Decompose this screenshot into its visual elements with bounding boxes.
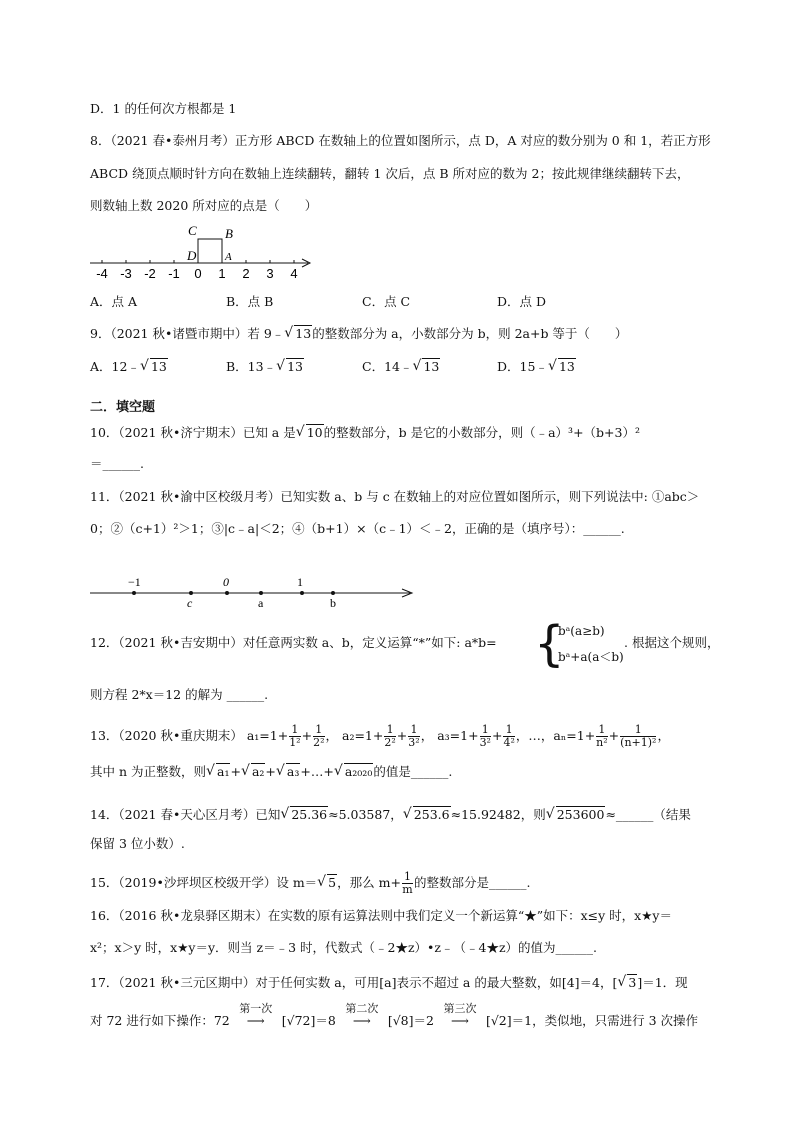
q11-label-minus1: −1 [128, 575, 141, 589]
q14-line2: 保留 3 位小数）. [90, 836, 185, 851]
q11-label-b: b [330, 596, 336, 610]
q11-point-b [331, 591, 335, 595]
q17-line2: 对 72 进行如下操作：72 第一次 ⟶ [√72]＝8 第二次 ⟶ [√8]＝2 第三次 ⟶ [√2]＝1，类似地，只需进行 3 次操作 [90, 1002, 698, 1028]
q11-point-0 [225, 591, 229, 595]
sqrt-symbol: √ 3 [618, 974, 637, 992]
q12-case2: bᵃ+a(a＜b) [558, 650, 624, 664]
q11-line2: 0；②（c+1）²＞1；③|c﹣a|＜2；④（b+1）×（c﹣1）＜﹣2，正确的是（填序号）：______. [90, 521, 625, 536]
q8-number-line-figure [86, 222, 326, 282]
q9-stem [90, 325, 627, 343]
q8-label-b: B [225, 226, 233, 241]
q9-stem-post: 的整数部分为 a，小数部分为 b，则 2a+b 等于（ ） [312, 326, 628, 341]
q13-line2: 其中 n 为正整数，则√ a₁+√ a₂+√ a₃+…+√ a₂₀₂₀的值是______. [90, 763, 452, 781]
q12-line1: 12．（2021 秋•吉安期中）对任意两实数 a、b，定义运算“*”如下: a*b= [90, 635, 497, 650]
sqrt-symbol: √ 253600 [547, 806, 606, 824]
q16-line2: x²；x＞y 时，x★y＝y．则当 z＝﹣3 时，代数式（﹣2★z）•z﹣（﹣4★z）的值为______. [90, 940, 598, 955]
q11-number-line-figure [88, 572, 418, 612]
section-heading-fill-in: 二．填空题 [90, 400, 156, 415]
q8-tick-label: -3 [120, 266, 132, 281]
q8-tick-label: -1 [168, 266, 180, 281]
q8-option-d[interactable]: D．点 D [497, 294, 547, 309]
q8-label-c: C [188, 223, 197, 238]
q11-label-a: a [258, 596, 264, 610]
q8-line3: 则数轴上数 2020 所对应的点是（ ） [90, 198, 318, 213]
q8-option-a[interactable]: A．点 A [90, 294, 138, 309]
sqrt-symbol: √ a₃ [277, 763, 300, 781]
sqrt-symbol: √ 13 [549, 359, 576, 374]
q11-point-c [189, 591, 193, 595]
q8-option-c[interactable]: C．点 C [362, 294, 411, 309]
q8-label-d: D [187, 248, 197, 263]
q12-line2: 则方程 2*x＝12 的解为 ______. [90, 687, 269, 702]
q16-line1: 16．（2016 秋•龙泉驿区期末）在实数的原有运算法则中我们定义一个新运算“★”如下：x≤y 时，x★y＝ [90, 908, 672, 923]
q13-line1: 13．（2020 秋•重庆期末） a₁=1+ $\frac{1}{\text{1²}}$ + $\frac{1}{\text{2²}}$ ， a₂=1+ $\frac{1}{\text{2²}}$ + $\frac{1}{\text{3²}}$ ， a₃=1+ $\frac{1}{\text{3²}}$ + $\frac{1}{\text{4²}}$ ，…，aₙ=1+ $\frac{1}{\text{n²}}$ + $\frac{1}{\text{(n+1)²}}$ ， [90, 723, 670, 749]
sqrt-symbol: √ 253.6 [404, 806, 451, 824]
q8-tick-label: -2 [144, 266, 156, 281]
q11-point-a [259, 591, 263, 595]
q11-point-1 [300, 591, 304, 595]
q8-label-a: A [225, 251, 232, 263]
q15-line: 15．（2019•沙坪坝区校级开学）设 m＝√ 5，那么 m+ $\frac{1}{m}$ 的整数部分是______. [90, 870, 530, 896]
q11-point-minus1 [132, 591, 136, 595]
q12-case1: bᵃ(a≥b) [558, 624, 605, 638]
q8-line1: 8．（2021 春•泰州月考）正方形 ABCD 在数轴上的位置如图所示，点 D，A 对应的数分别为 0 和 1，若正方形 [90, 133, 711, 148]
q8-tick-label: 4 [290, 266, 298, 281]
q8-tick-label: 3 [266, 266, 274, 281]
sqrt-symbol: √ 25.36 [281, 806, 328, 824]
q9-stem-pre: 9．（2021 秋•诸暨市期中）若 9﹣ [90, 326, 285, 341]
q9-option-a[interactable]: A．12﹣√ 13 [90, 357, 168, 375]
q9-sqrt: √ 13 [285, 325, 312, 343]
q8-line2: ABCD 绕顶点顺时针方向在数轴上连续翻转，翻转 1 次后，点 B 所对应的数为 2；按此规律继续翻转下去， [90, 166, 690, 181]
q11-label-0: 0 [223, 575, 229, 589]
q8-tick-label: -4 [96, 266, 108, 281]
q11-line1: 11．（2021 秋•渝中区校级月考）已知实数 a、b 与 c 在数轴上的对应位置如图所示，则下列说法中: ①abc＞ [90, 489, 700, 504]
q12-brace: { [534, 616, 565, 672]
sqrt-symbol: √ 13 [277, 359, 304, 374]
q17-arrow-2: 第二次 ⟶ [345, 1002, 379, 1028]
q11-label-1: 1 [297, 575, 303, 589]
q10-line2: ＝______. [90, 456, 144, 471]
q8-tick-label: 0 [194, 266, 202, 281]
q10-sqrt: √ 10 [297, 424, 324, 442]
q11-label-c: c [187, 596, 193, 610]
q7-option-d: D．1 的任何次方根都是 1 [90, 101, 237, 116]
q8-tick-label: 1 [218, 266, 226, 281]
q8-option-b[interactable]: B．点 B [226, 294, 274, 309]
sqrt-symbol: √ 5 [318, 870, 337, 896]
q9-option-c[interactable]: C．14﹣√ 13 [362, 357, 440, 375]
q14-line1: 14．（2021 春•天心区月考）已知√ 25.36≈5.03587，√ 253.6≈15.92482，则√ 253600≈______（结果 [90, 806, 691, 824]
q9-option-b[interactable]: B．13﹣√ 13 [226, 357, 304, 375]
q8-square-abcd [198, 239, 222, 263]
sqrt-symbol: √ 13 [141, 359, 168, 374]
q9-option-d[interactable]: D．15﹣√ 13 [497, 357, 576, 375]
q8-tick-label: 2 [242, 266, 250, 281]
q17-arrow-3: 第三次 ⟶ [443, 1002, 477, 1028]
sqrt-symbol: √ a₂₀₂₀ [335, 763, 374, 781]
q12-line1b: . 根据这个规则， [624, 635, 720, 650]
q10-stem: 10．（2021 秋•济宁期末）已知 a 是√ 10的整数部分，b 是它的小数部分，则（﹣a）³+（b+3）² [90, 424, 640, 442]
q17-line1: 17．（2021 秋•三元区期中）对于任何实数 a，可用[a]表示不超过 a 的最大整数，如[4]＝4，[√ 3]＝1．现 [90, 974, 688, 992]
sqrt-symbol: √ a₂ [242, 763, 265, 781]
q17-arrow-1: 第一次 ⟶ [239, 1002, 273, 1028]
sqrt-symbol: √ a₁ [207, 763, 230, 781]
sqrt-symbol: √ 13 [413, 359, 440, 374]
